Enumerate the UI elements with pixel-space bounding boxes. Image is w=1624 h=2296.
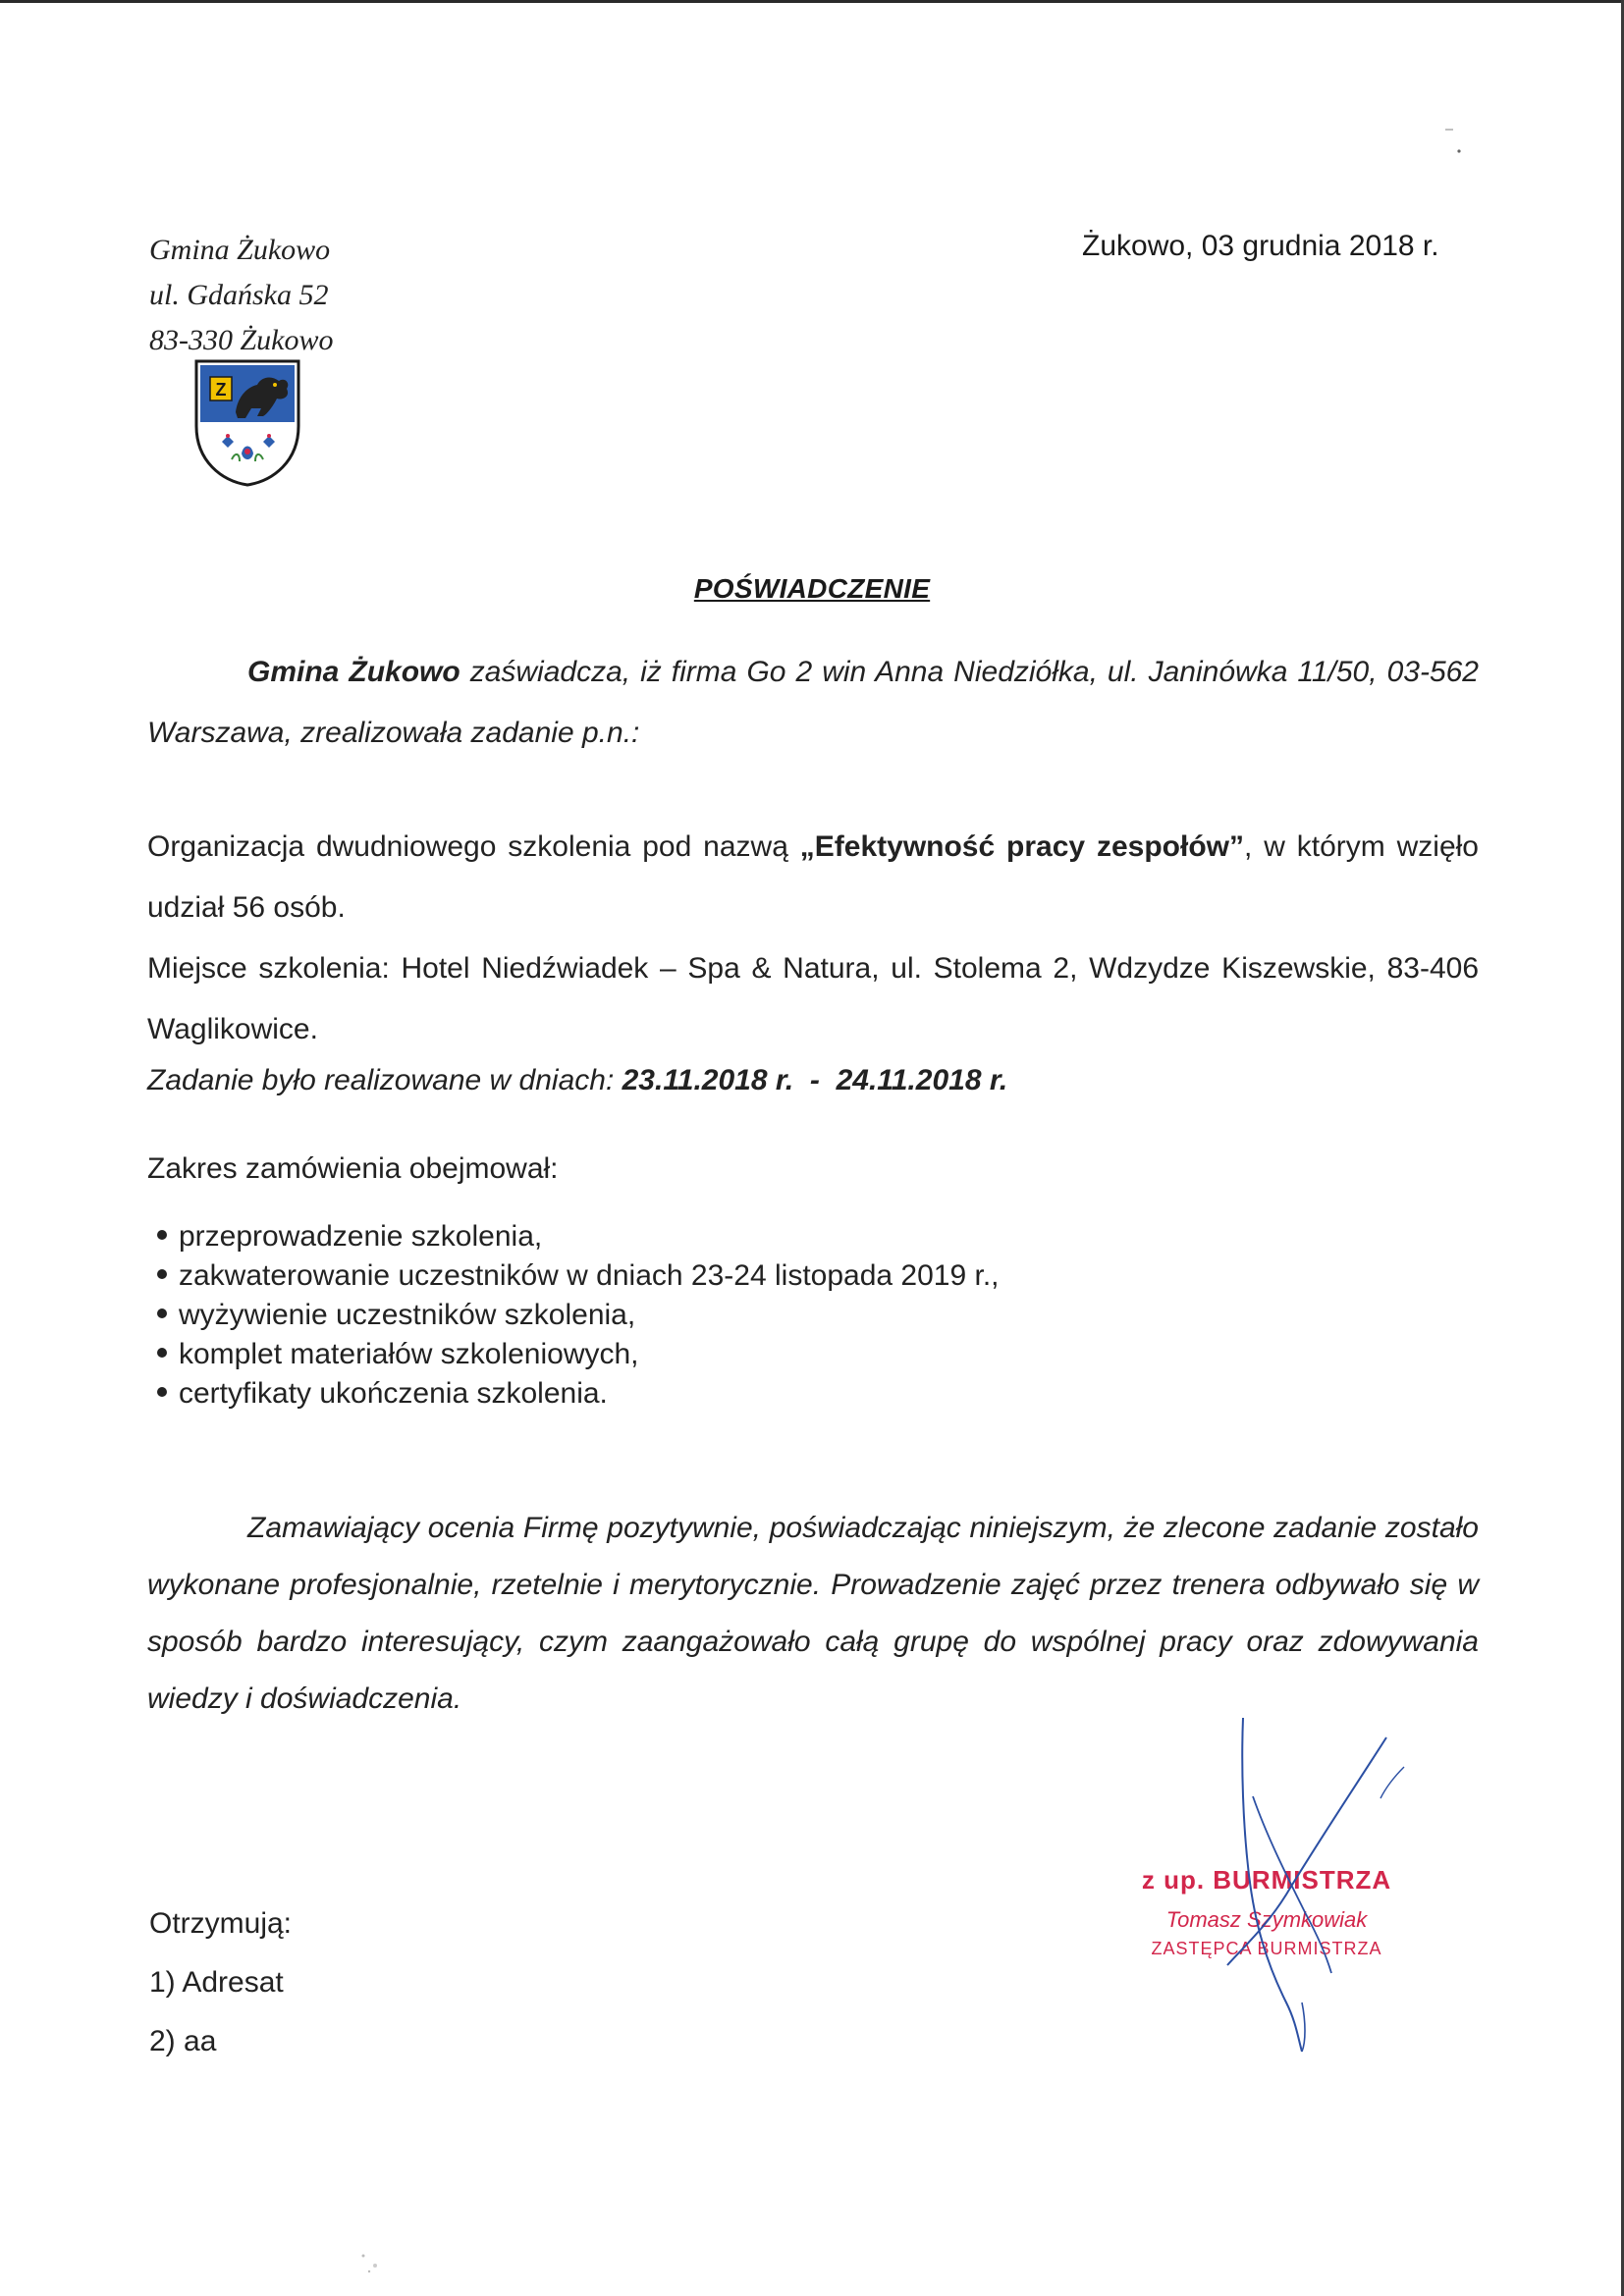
bullet-icon	[157, 1387, 167, 1397]
list-item-text: zakwaterowanie uczestników w dniach 23-24 listopada 2019 r.,	[179, 1259, 1000, 1292]
task-paragraph	[147, 817, 1479, 938]
scope-label: Zakres zamówienia obejmował:	[147, 1152, 559, 1185]
recipient-item: 1) Adresat	[149, 1966, 284, 1999]
date-to: 24.11.2018 r.	[836, 1064, 1008, 1096]
recipients-label: Otrzymują:	[149, 1907, 293, 1940]
recipients-block	[149, 1895, 292, 2071]
date-separator: -	[793, 1064, 837, 1096]
sender-street: ul. Gdańska 52	[149, 279, 329, 311]
scan-speck	[1443, 128, 1463, 157]
handwritten-signature	[1159, 1708, 1414, 2061]
sender-name: Gmina Żukowo	[149, 234, 331, 266]
svg-text:Z: Z	[215, 380, 227, 400]
list-item-text: komplet materiałów szkoleniowych,	[179, 1338, 639, 1370]
stamp-line-3: ZASTĘPCA BURMISTRZA	[1151, 1939, 1382, 1958]
document-title: POŚWIADCZENIE	[693, 573, 931, 604]
sender-address	[149, 228, 334, 363]
dates-line	[147, 1050, 1479, 1111]
intro-org: Gmina Żukowo	[247, 656, 460, 688]
location-paragraph: Miejsce szkolenia: Hotel Niedźwiadek – Spa & Natura, ul. Stolema 2, Wdzydze Kiszewskie, 83-406 Waglikowice.	[147, 952, 1479, 1045]
sender-postal: 83-330 Żukowo	[149, 324, 334, 356]
scope-list	[157, 1217, 1000, 1414]
date-from: 23.11.2018 r.	[622, 1064, 794, 1096]
bullet-icon	[157, 1269, 167, 1279]
bullet-icon	[157, 1230, 167, 1240]
recipient-item: 2) aa	[149, 2025, 217, 2057]
stamp-line-1: z up. BURMISTRZA	[1141, 1865, 1392, 1895]
list-item	[157, 1335, 1000, 1374]
task-before: Organizacja dwudniowego szkolenia pod nazwą	[147, 830, 800, 863]
list-item	[157, 1374, 1000, 1414]
place-date: Żukowo, 03 grudnia 2018 r.	[1082, 230, 1439, 262]
scan-smudge	[353, 2248, 393, 2277]
list-item	[157, 1296, 1000, 1335]
dates-label: Zadanie było realizowane w dniach:	[147, 1064, 623, 1096]
list-item	[157, 1217, 1000, 1256]
bullet-icon	[157, 1348, 167, 1358]
list-item-text: wyżywienie uczestników szkolenia,	[179, 1299, 636, 1331]
intro-paragraph	[147, 642, 1479, 764]
stamp-line-2: Tomasz Szymkowiak	[1165, 1907, 1368, 1932]
intro-text: zaświadcza, iż firma Go 2 win Anna Niedziółka, ul. Janinówka 11/50, 03-562 Warszawa, zrealizowała zadanie p.n.:	[147, 656, 1479, 749]
scan-top-edge	[0, 0, 1624, 3]
list-item	[157, 1256, 1000, 1296]
bullet-icon	[157, 1308, 167, 1318]
assessment-paragraph: Zamawiający ocenia Firmę pozytywnie, poświadczając niniejszym, że zlecone zadanie zostało wykonane profesjonalnie, rzetelnie i merytorycznie. Prowadzenie zajęć przez trenera odbywało się w sposób bardzo interesujący, czym zaangażowało całą grupę do wspólnej pracy oraz zdowywania wiedzy i doświadczenia.	[147, 1512, 1479, 1715]
task-after: , w którym wzięło udział 56 osób.	[147, 830, 1479, 924]
coat-of-arms-icon	[192, 357, 302, 487]
list-item-text: przeprowadzenie szkolenia,	[179, 1220, 543, 1253]
task-name: „Efektywność pracy zespołów”	[799, 830, 1244, 863]
list-item-text: certyfikaty ukończenia szkolenia.	[179, 1377, 608, 1410]
